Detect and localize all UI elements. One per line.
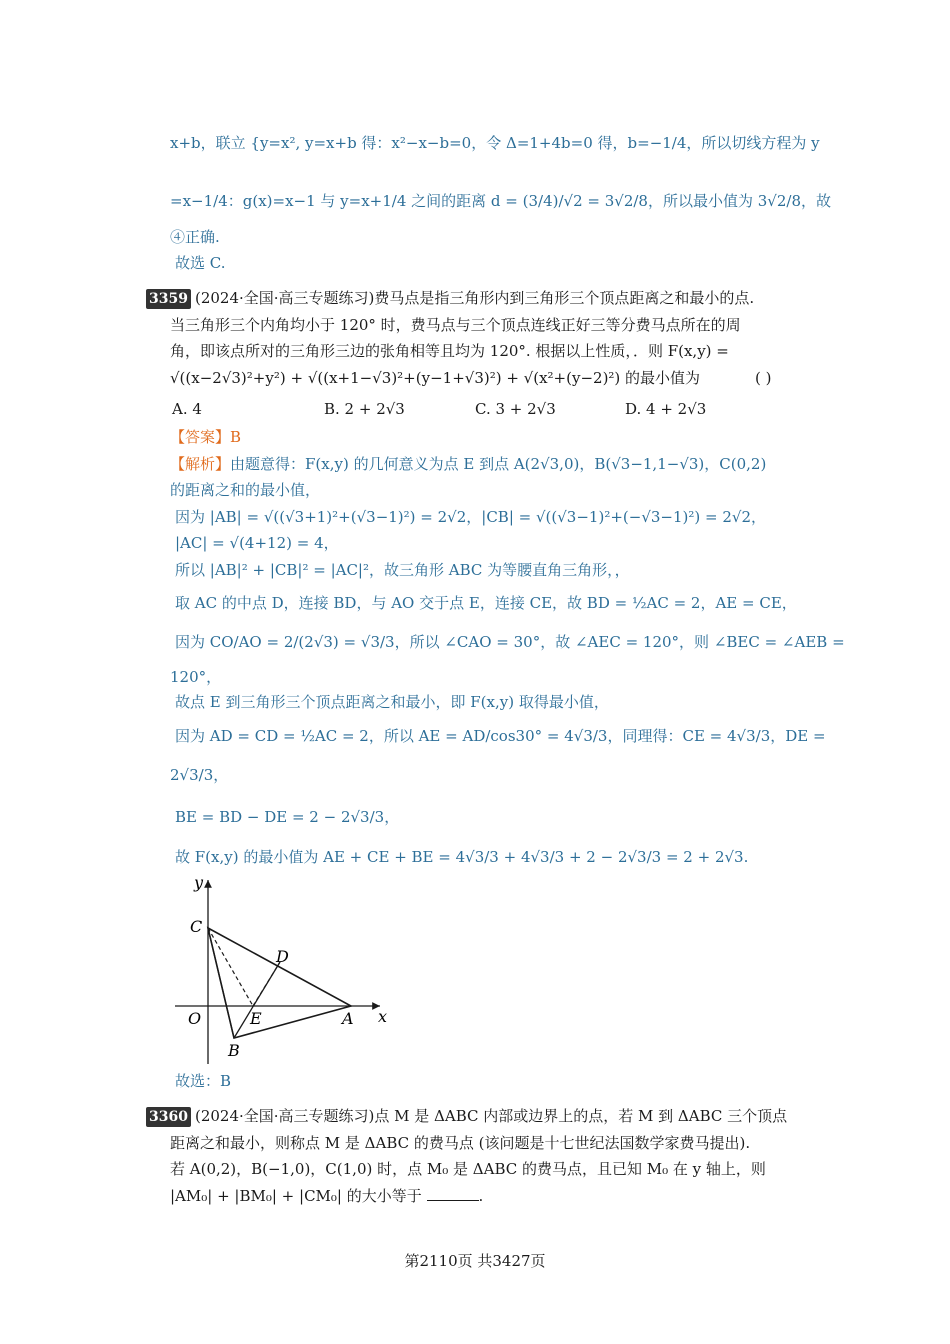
segment-cb [208, 928, 234, 1038]
question-text: (2024·全国·高三专题练习)费马点是指三角形内到三角形三个顶点距离之和最小的点. [194, 289, 755, 307]
label-c: C [190, 917, 203, 936]
analysis-line-3: 因为 |AB| = √((√3+1)²+(√3−1)²) = 2√2，|CB| = √((√3−1)²+(−√3−1)²) = 2√2， [175, 508, 766, 526]
label-a: A [342, 1009, 354, 1028]
question-3360-line-3: 若 A(0,2)，B(−1,0)，C(1,0) 时，点 M₀ 是 ΔABC 的费马点，且已知 M₀ 在 y 轴上，则 [170, 1160, 766, 1178]
prev-solution-line-2: =x−1/4：g(x)=x−1 与 y=x+1/4 之间的距离 d = (3/4)/√2 = 3√2/8，所以最小值为 3√2/8，故 [170, 192, 831, 210]
analysis-line-2: 的距离之和的最小值， [170, 481, 321, 499]
label-y: y [194, 873, 204, 892]
analysis-line-10: 因为 AD = CD = ½AC = 2，所以 AE = AD/cos30° = 4√3/3，同理得：CE = 4√3/3，DE = [175, 727, 826, 745]
analysis-line-7: 因为 CO/AO = 2/(2√3) = √3/3，所以 ∠CAO = 30°，故 ∠AEC = 120°，则 ∠BEC = ∠AEB = [175, 633, 845, 651]
choice-a: A. 4 [172, 400, 202, 418]
question-3359-line-2: 当三角形三个内角均小于 120° 时，费马点与三个顶点连线正好三等分费马点所在的周 [170, 316, 741, 334]
triangle-figure [170, 872, 400, 1072]
question-3360-line-1 [146, 1105, 787, 1127]
question-3360-line-4: |AM₀| + |BM₀| + |CM₀| 的大小等于 . [170, 1187, 484, 1205]
answer-parentheses: ( ) [755, 369, 772, 387]
question-text: (2024·全国·高三专题练习)点 M 是 ΔABC 内部或边界上的点，若 M 到 ΔABC 三个顶点 [194, 1107, 788, 1125]
analysis-line-8: 120°， [170, 668, 222, 686]
answer-line [170, 426, 241, 448]
analysis-text: 由题意得：F(x,y) 的几何意义为点 E 到点 A(2√3,0)，B(√3−1,1−√3)，C(0,2) [230, 455, 767, 473]
question-number-badge: 3360 [146, 1107, 191, 1127]
final-choice: 故选：B [175, 1072, 232, 1090]
analysis-line-4: |AC| = √(4+12) = 4， [175, 534, 339, 552]
prev-solution-line-4: 故选 C. [175, 254, 226, 272]
label-b: B [228, 1041, 240, 1060]
label-o: O [188, 1009, 202, 1028]
question-number-badge: 3359 [146, 289, 191, 309]
label-d: D [276, 947, 289, 966]
question-3359-line-3: 角，即该点所对的三角形三边的张角相等且均为 120°. 根据以上性质，．则 F(x,y) = [170, 342, 729, 360]
page-footer: 第2110页 共3427页 [404, 1252, 546, 1270]
analysis-line-5: 所以 |AB|² + |CB|² = |AC|²，故三角形 ABC 为等腰直角三角形，， [175, 561, 630, 579]
analysis-line-12: BE = BD − DE = 2 − 2√3/3， [175, 808, 400, 826]
choice-d: D. 4 + 2√3 [625, 400, 707, 418]
analysis-line-13: 故 F(x,y) 的最小值为 AE + CE + BE = 4√3/3 + 4√3/3 + 2 − 2√3/3 = 2 + 2√3. [175, 848, 749, 866]
analysis-line-1 [170, 453, 766, 475]
analysis-tag: 【解析】 [170, 455, 231, 473]
question-3359-line-1 [146, 287, 754, 309]
prev-solution-line-1: x+b，联立 {y=x², y=x+b 得：x²−x−b=0，令 Δ=1+4b=0 得，b=−1/4，所以切线方程为 y [170, 134, 820, 152]
answer-blank [427, 1186, 479, 1201]
choice-b: B. 2 + 2√3 [324, 400, 405, 418]
analysis-line-9: 故点 E 到三角形三个顶点距离之和最小，即 F(x,y) 取得最小值， [175, 693, 609, 711]
question-3360-line-2: 距离之和最小，则称点 M 是 ΔABC 的费马点 (该问题是十七世纪法国数学家费马提出). [170, 1134, 751, 1152]
label-x: x [378, 1007, 388, 1026]
label-e: E [250, 1009, 262, 1028]
answer-value: B [230, 428, 242, 446]
analysis-line-11: 2√3/3， [170, 766, 229, 784]
choice-c: C. 3 + 2√3 [475, 400, 556, 418]
answer-tag: 【答案】 [170, 428, 231, 446]
question-text: |AM₀| + |BM₀| + |CM₀| 的大小等于 [170, 1187, 422, 1205]
analysis-line-6: 取 AC 的中点 D，连接 BD，与 AO 交于点 E，连接 CE，故 BD = ½AC = 2，AE = CE， [175, 594, 797, 612]
question-3359-line-4: √((x−2√3)²+y²) + √((x+1−√3)²+(y−1+√3)²) + √(x²+(y−2)²) 的最小值为 [170, 369, 701, 387]
prev-solution-line-3: ④正确. [170, 228, 220, 246]
